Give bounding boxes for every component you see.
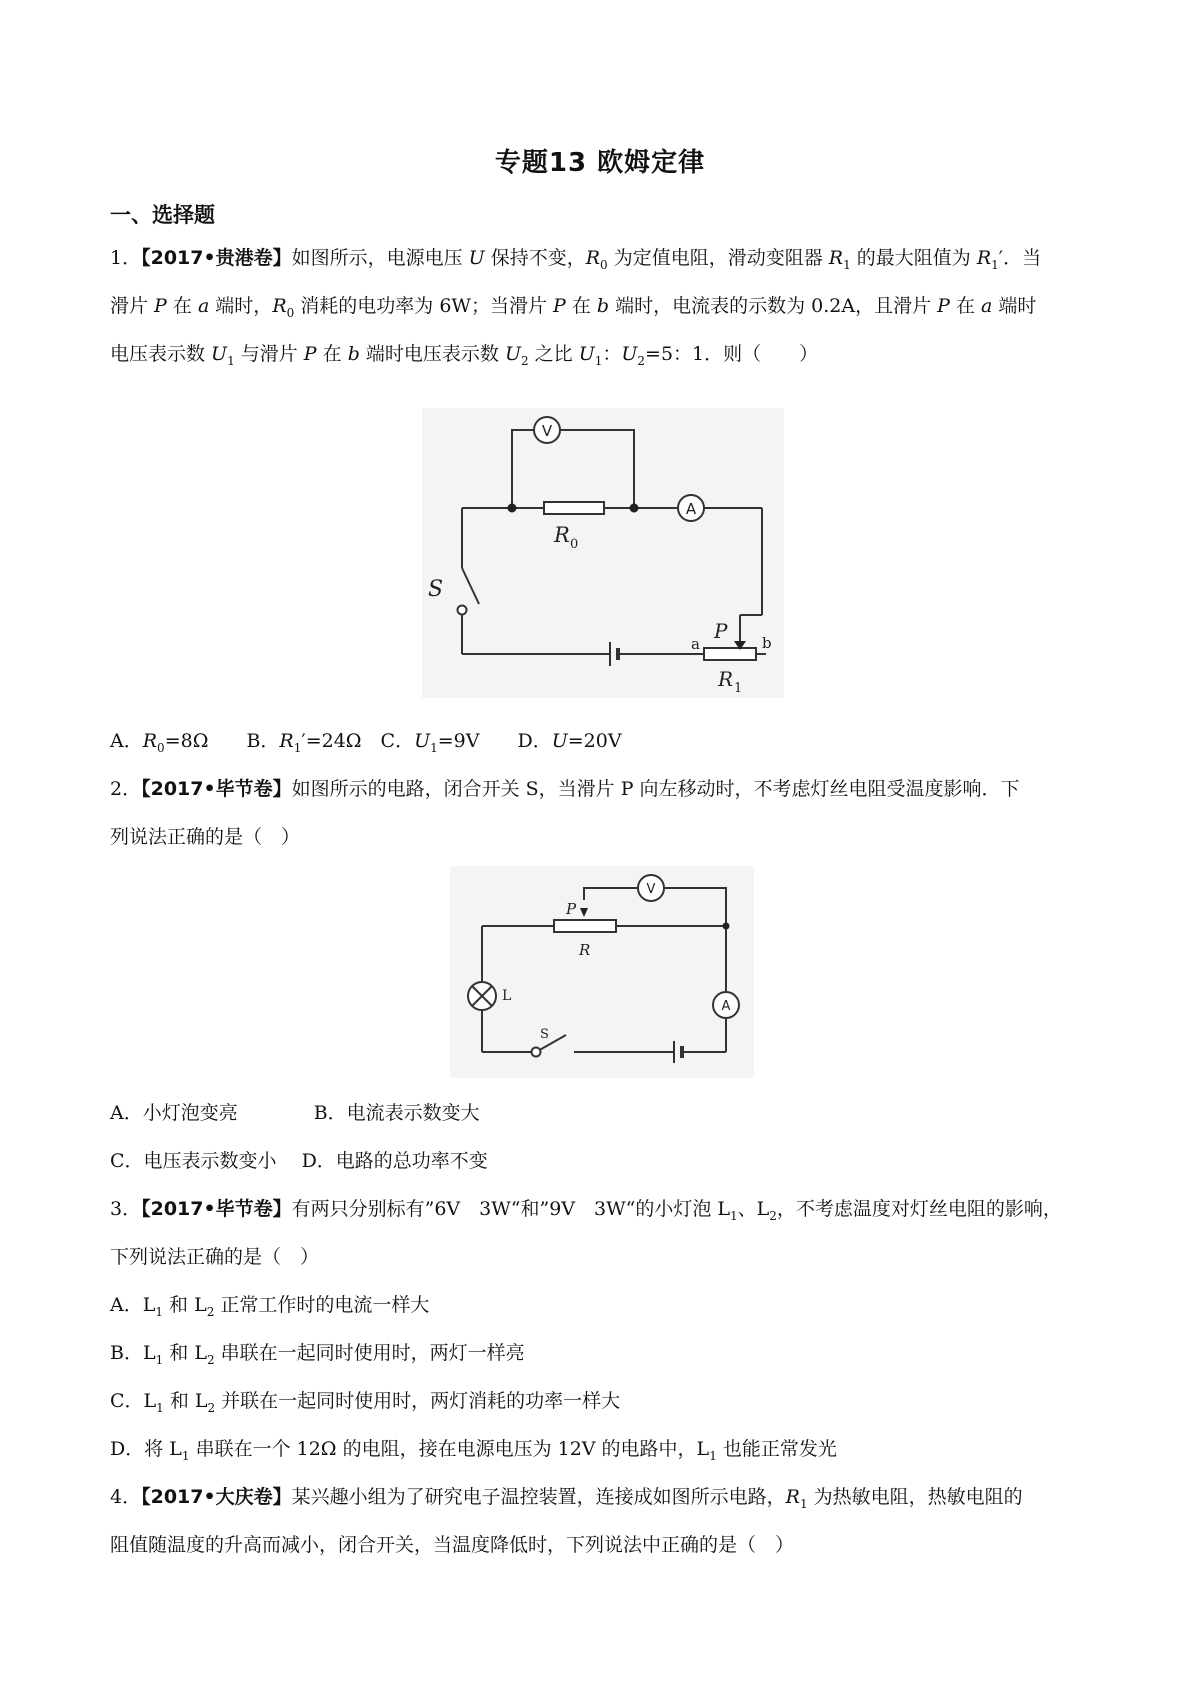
section-heading: 一、选择题 xyxy=(110,203,215,227)
q1-line-3: 电压表示数 $U_1$ 与滑片 P 在 b 端时电压表示数 $U_2$ 之比 $U_1$：$U_2=5$：1．则（ ） xyxy=(110,343,819,368)
lamp-label: L xyxy=(502,988,512,1004)
q3-option-b: B．$L_1$ 和 $L_2$ 串联在一起同时使用时，两灯一样亮 xyxy=(110,1342,525,1367)
voltmeter-label: V xyxy=(646,882,656,897)
r1-label: R xyxy=(718,667,734,691)
ammeter-label: A xyxy=(685,500,697,518)
q1-options: A．$R_0=8\Omega$ B．$R_1'=24\Omega$ C．$U_1=9V$ D．U=20V xyxy=(110,730,622,755)
q3-line-1: 3．【2017•毕节卷】有两只分别标有”6V 3W“和”9V 3W“的小灯泡 $L_1$、$L_2$，不考虑温度对灯丝电阻的影响， xyxy=(110,1198,1062,1223)
slider-label: P xyxy=(714,619,728,643)
rheostat-label: R xyxy=(579,941,591,959)
q1-line-2: 滑片 P 在 a 端时，$R_0$ 消耗的电功率为 6W；当滑片 P 在 b 端时，电流表的示数为 0.2A，且滑片 P 在 a 端时 xyxy=(110,295,1037,320)
q2-circuit-figure xyxy=(450,866,754,1078)
slider-label: P xyxy=(566,900,577,918)
switch-label: S xyxy=(540,1027,549,1042)
q2-line-2: 列说法正确的是（ ） xyxy=(110,826,301,848)
switch-label: S xyxy=(428,577,444,602)
rheostat xyxy=(554,920,616,932)
document-title: 专题13 欧姆定律 xyxy=(494,148,706,178)
q3-option-a: A．$L_1$ 和 $L_2$ 正常工作时的电流一样大 xyxy=(110,1294,430,1319)
ammeter-label: A xyxy=(721,999,731,1014)
q2-line-1: 2．【2017•毕节卷】如图所示的电路，闭合开关 S，当滑片 P 向左移动时，不考虑灯丝电阻受温度影响．下 xyxy=(110,778,1020,800)
q3-line-2: 下列说法正确的是（ ） xyxy=(110,1246,320,1268)
q4-line-1: 4．【2017•大庆卷】某兴趣小组为了研究电子温控装置，连接成如图所示电路，$R_1$ 为热敏电阻，热敏电阻的 xyxy=(110,1486,1023,1511)
q3-option-c: C．$L_1$ 和 $L_2$ 并联在一起同时使用时，两灯消耗的功率一样大 xyxy=(110,1390,621,1415)
r1-sub: 1 xyxy=(734,681,743,696)
q3-option-d: D．将 $L_1$ 串联在一个 12Ω 的电阻，接在电源电压为 12V 的电路中，$L_1$ 也能正常发光 xyxy=(110,1438,837,1463)
r0-resistor xyxy=(544,502,604,514)
r0-label: R xyxy=(554,523,570,547)
r0-sub: 0 xyxy=(570,537,579,552)
end-a-label: a xyxy=(691,635,700,653)
voltmeter-label: V xyxy=(541,422,553,440)
q4-line-2: 阻值随温度的升高而减小，闭合开关，当温度降低时，下列说法中正确的是（ ） xyxy=(110,1534,795,1556)
q1-circuit-figure xyxy=(422,408,784,698)
switch-contact xyxy=(532,1048,541,1057)
q2-options-line-1: A．小灯泡变亮 B．电流表示数变大 xyxy=(110,1102,480,1124)
r1-rheostat xyxy=(704,648,756,660)
end-b-label: b xyxy=(762,634,772,652)
q1-line-1: 1．【2017•贵港卷】如图所示，电源电压 U 保持不变，$R_0$ 为定值电阻，滑动变阻器 $R_1$ 的最大阻值为 $R_1'$．当 xyxy=(110,247,1042,272)
q2-options-line-2: C．电压表示数变小 D．电路的总功率不变 xyxy=(110,1150,488,1172)
